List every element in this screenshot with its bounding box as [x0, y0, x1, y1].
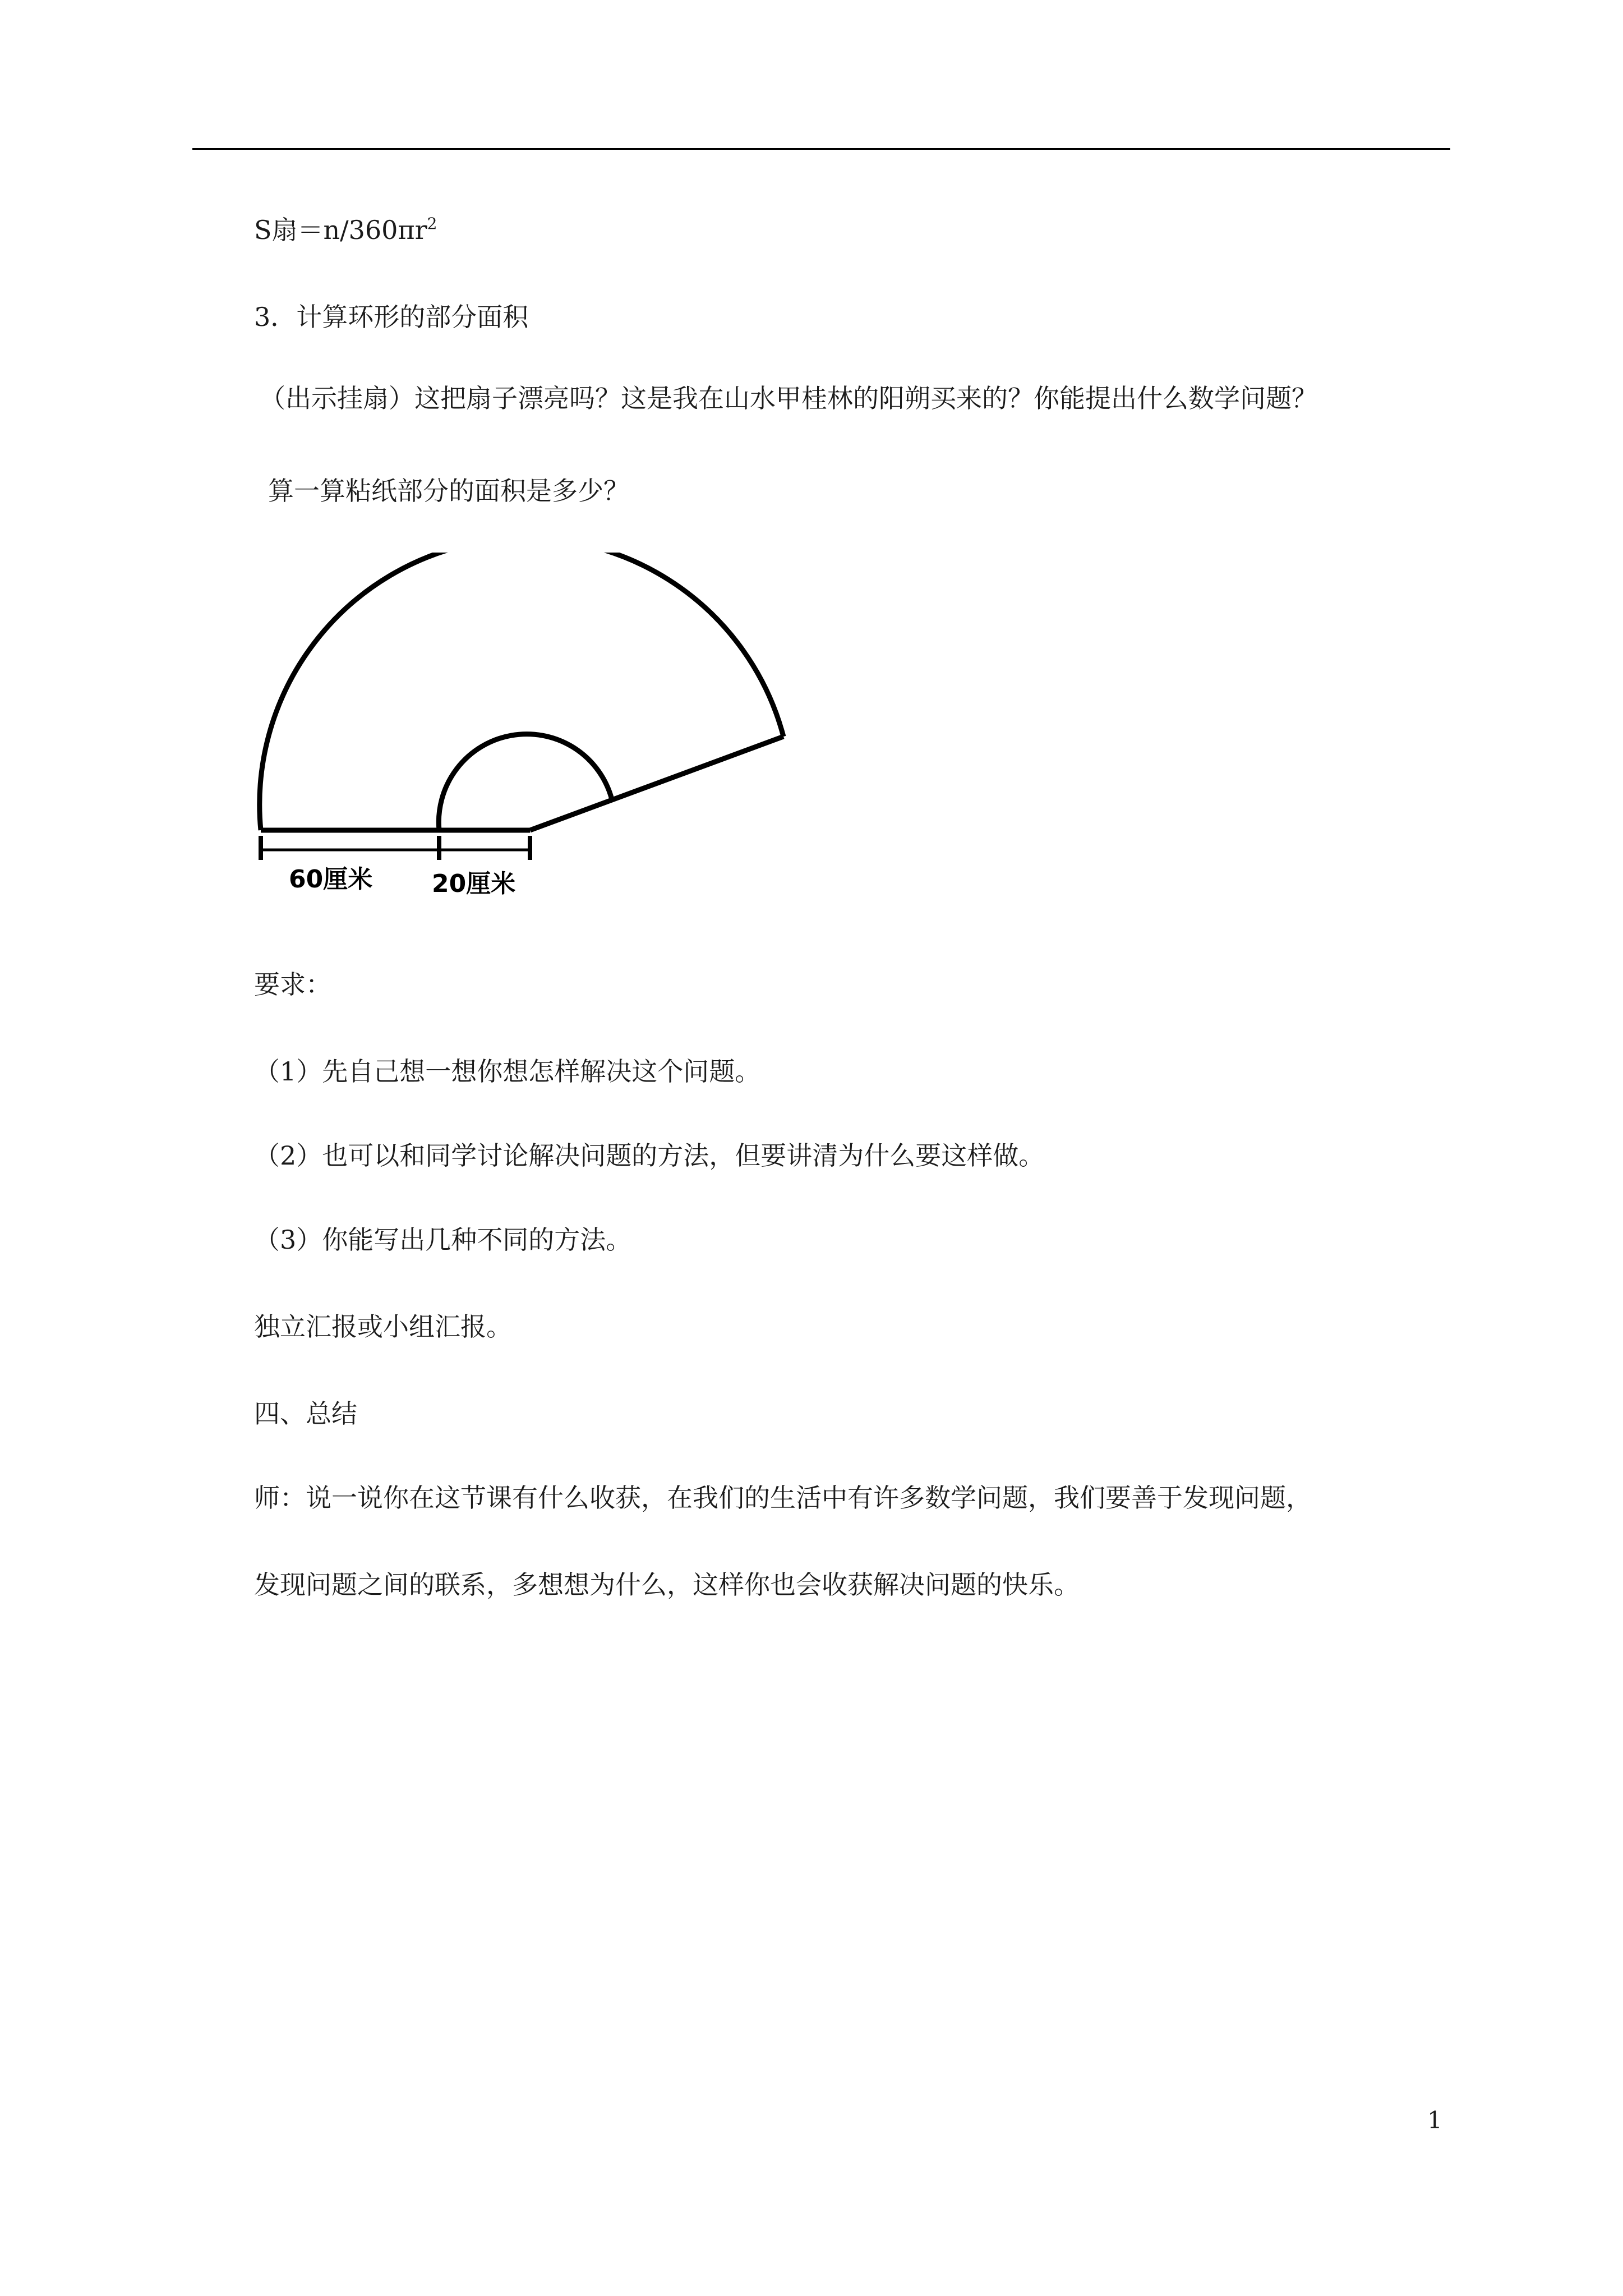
page-number: 1	[1427, 2106, 1442, 2134]
right-edge	[530, 737, 783, 830]
requirement-1: （1）先自己想一想你想怎样解决这个问题。	[254, 1056, 761, 1087]
formula-exponent: 2	[427, 214, 437, 233]
intro-paragraph: （出示挂扇）这把扇子漂亮吗？这是我在山水甲桂林的阳朔买来的？你能提出什么数学问题？	[260, 383, 1317, 413]
requirement-3: （3）你能写出几种不同的方法。	[254, 1225, 632, 1255]
teacher-summary-line-2: 发现问题之间的联系，多想想为什么，这样你也会收获解决问题的快乐。	[254, 1570, 1080, 1600]
fan-figure	[247, 553, 796, 906]
label-inner-radius: 20厘米	[432, 869, 516, 898]
requirement-2: （2）也可以和同学讨论解决问题的方法，但要讲清为什么要这样做。	[254, 1140, 1045, 1171]
report-line: 独立汇报或小组汇报。	[254, 1312, 512, 1342]
teacher-summary-line-1: 师：说一说你在这节课有什么收获，在我们的生活中有许多数学问题，我们要善于发现问题，	[254, 1483, 1312, 1513]
formula-text: S扇＝n/360πr	[254, 215, 427, 245]
outer-arc	[260, 553, 783, 830]
header-rule	[192, 148, 1450, 150]
requirements-title: 要求：	[254, 969, 331, 1000]
fan-diagram	[247, 553, 796, 906]
question-line: 算一算粘纸部分的面积是多少？	[268, 476, 629, 506]
label-outer-width: 60厘米	[289, 865, 373, 894]
section-heading-4: 四、总结	[254, 1398, 357, 1429]
sector-area-formula	[254, 213, 437, 247]
inner-arc	[439, 734, 612, 830]
section-heading-3: 3．计算环形的部分面积	[254, 302, 529, 332]
